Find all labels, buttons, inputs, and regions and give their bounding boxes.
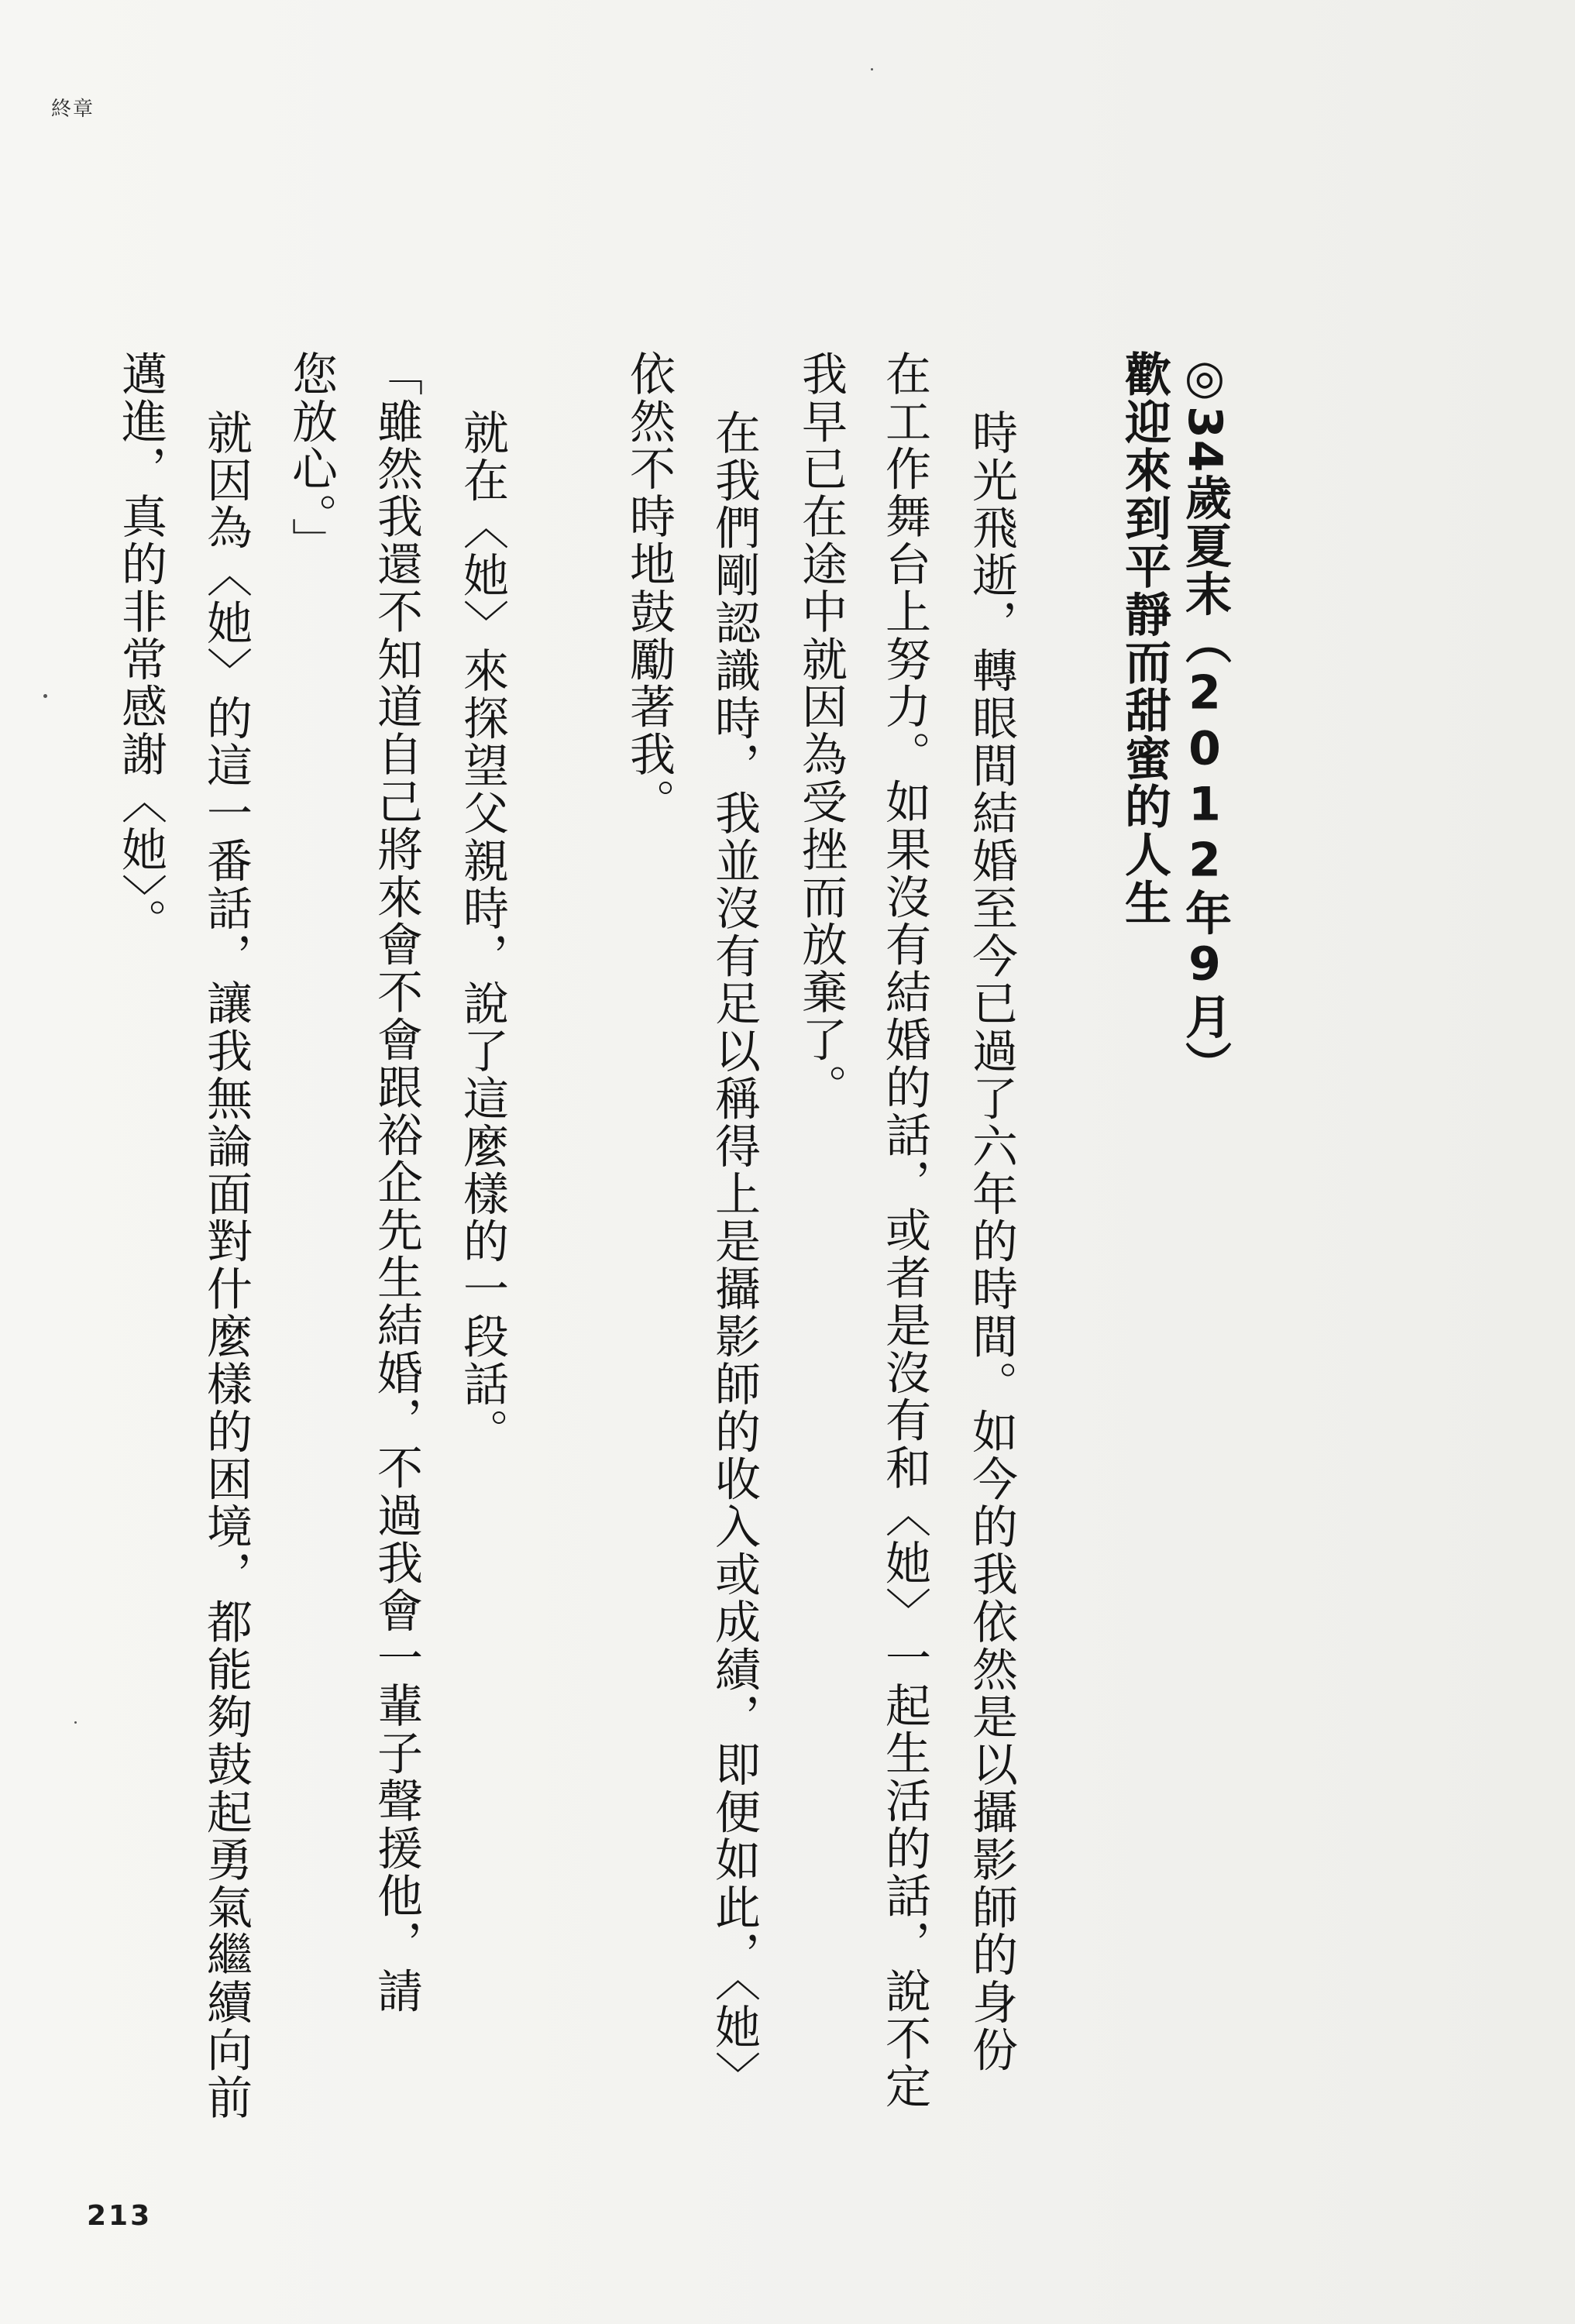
paragraph-3-line-2: 「雖然我還不知道自己將來會不會跟裕企先生結婚，不過我會一輩子聲援他，請 [370,350,423,2015]
page-number: 213 [87,2200,153,2232]
paragraph-1-line-1: 時光飛逝，轉眼間結婚至今已過了六年的時間。如今的我依然是以攝影師的身份 [965,409,1018,2074]
paper-speck [43,694,47,698]
paragraph-4-line-2: 邁進，真的非常感謝〈她〉。 [114,350,167,946]
paragraph-1-line-2: 在工作舞台上努力。如果沒有結婚的話，或者是沒有和〈她〉一起生活的話，說不定 [878,350,931,2110]
paper-speck [74,1721,77,1724]
bleed-through-text [1249,350,1308,1339]
section-heading-line2: 歡迎來到平靜而甜蜜的人生 [1117,350,1171,927]
paragraph-3-line-1: 就在〈她〉來探望父親時，說了這麼樣的一段話。 [456,409,509,1456]
heading-date: 歲夏末（2012年9月） [1178,473,1232,1089]
heading-age: 34 [1178,406,1232,474]
paragraph-4-line-1: 就因為〈她〉的這一番話，讓我無論面對什麼樣的困境，都能夠鼓起勇氣繼續向前 [199,409,253,2122]
heading-marker: ◎ [1178,350,1232,406]
section-heading-line1 [1178,350,1232,1089]
paragraph-2-line-2: 依然不時地鼓勵著我。 [622,350,676,826]
paragraph-2-line-1: 在我們剛認識時，我並沒有足以稱得上是攝影師的收入或成績，即便如此，〈她〉 [707,409,761,2099]
paragraph-3-line-3: 您放心。」 [284,350,338,566]
paragraph-1-line-3: 我早已在途中就因為受挫而放棄了。 [794,350,848,1112]
running-head: 終章 [51,98,95,121]
paper-speck [871,68,873,70]
